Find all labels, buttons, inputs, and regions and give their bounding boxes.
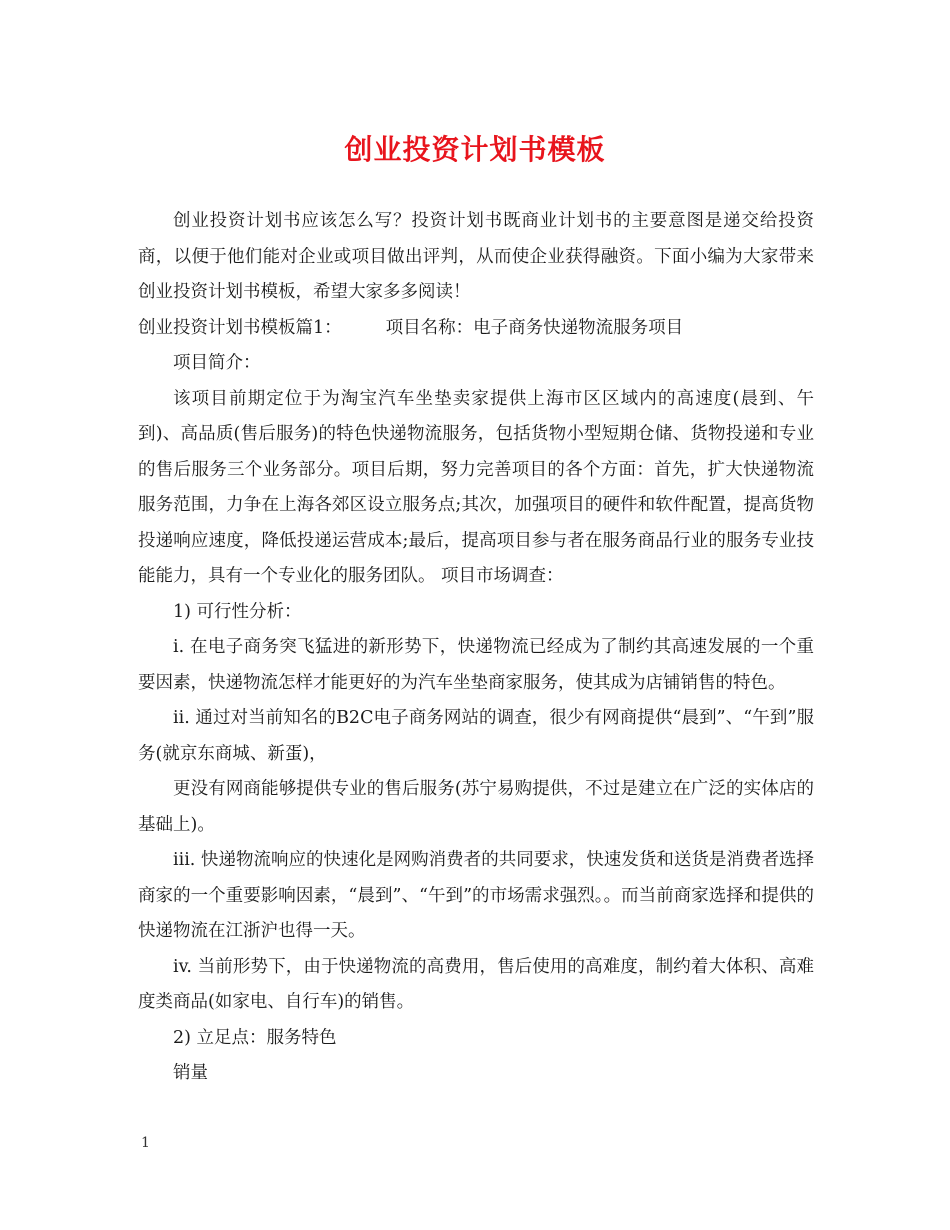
section-heading-line	[138, 311, 814, 347]
point-ii-paragraph: ii. 通过对当前知名的B2C电子商务网站的调查，很少有网商提供“晨到”、“午到”服务(就京东商城、新蛋)，	[138, 708, 814, 764]
intro-paragraph: 创业投资计划书应该怎么写？投资计划书既商业计划书的主要意图是递交给投资商，以便于他们能对企业或项目做出评判，从而使企业获得融资。下面小编为大家带来创业投资计划书模板，希望大家多多阅读！	[138, 211, 814, 302]
document-body	[138, 204, 814, 1092]
project-name: 项目名称：电子商务快递物流服务项目	[385, 317, 684, 338]
point-i-paragraph: i. 在电子商务突飞猛进的新形势下，快递物流已经成为了制约其高速发展的一个重要因素，快递物流怎样才能更好的为汽车坐垫商家服务，使其成为店铺销售的特色。	[138, 637, 814, 693]
foothold-heading: 2) 立足点：服务特色	[173, 1027, 337, 1048]
section-heading: 创业投资计划书模板篇1：	[138, 317, 342, 338]
project-intro-paragraph: 该项目前期定位于为淘宝汽车坐垫卖家提供上海市区区域内的高速度(晨到、午到)、高品质(售后服务)的特色快递物流服务，包括货物小型短期仓储、货物投递和专业的售后服务三个业务部分。项目后期，努力完善项目的各个方面：首先，扩大快递物流服务范围，力争在上海各郊区设立服务点;其次，加强项目的硬件和软件配置，提高货物投递响应速度，降低投递运营成本;最后，提高项目参与者在服务商品行业的服务专业技能能力，具有一个专业化的服务团队。 项目市场调查：	[138, 388, 814, 586]
sales-label: 销量	[173, 1063, 208, 1083]
feasibility-heading: 1) 可行性分析：	[173, 601, 302, 622]
point-iii-paragraph: iii. 快递物流响应的快速化是网购消费者的共同要求，快速发货和送货是消费者选择商家的一个重要影响因素，“晨到”、“午到”的市场需求强烈。。而当前商家选择和提供的快递物流在江浙沪也得一天。	[138, 850, 814, 941]
point-ii-continued-paragraph: 更没有网商能够提供专业的售后服务(苏宁易购提供，不过是建立在广泛的实体店的基础上)。	[138, 779, 814, 835]
project-intro-label: 项目简介：	[173, 353, 261, 373]
document-title: 创业投资计划书模板	[344, 133, 606, 166]
point-iv-paragraph: iv. 当前形势下，由于快递物流的高费用，售后使用的高难度，制约着大体积、高难度类商品(如家电、自行车)的销售。	[138, 956, 814, 1012]
page-number: 1	[141, 1135, 150, 1151]
